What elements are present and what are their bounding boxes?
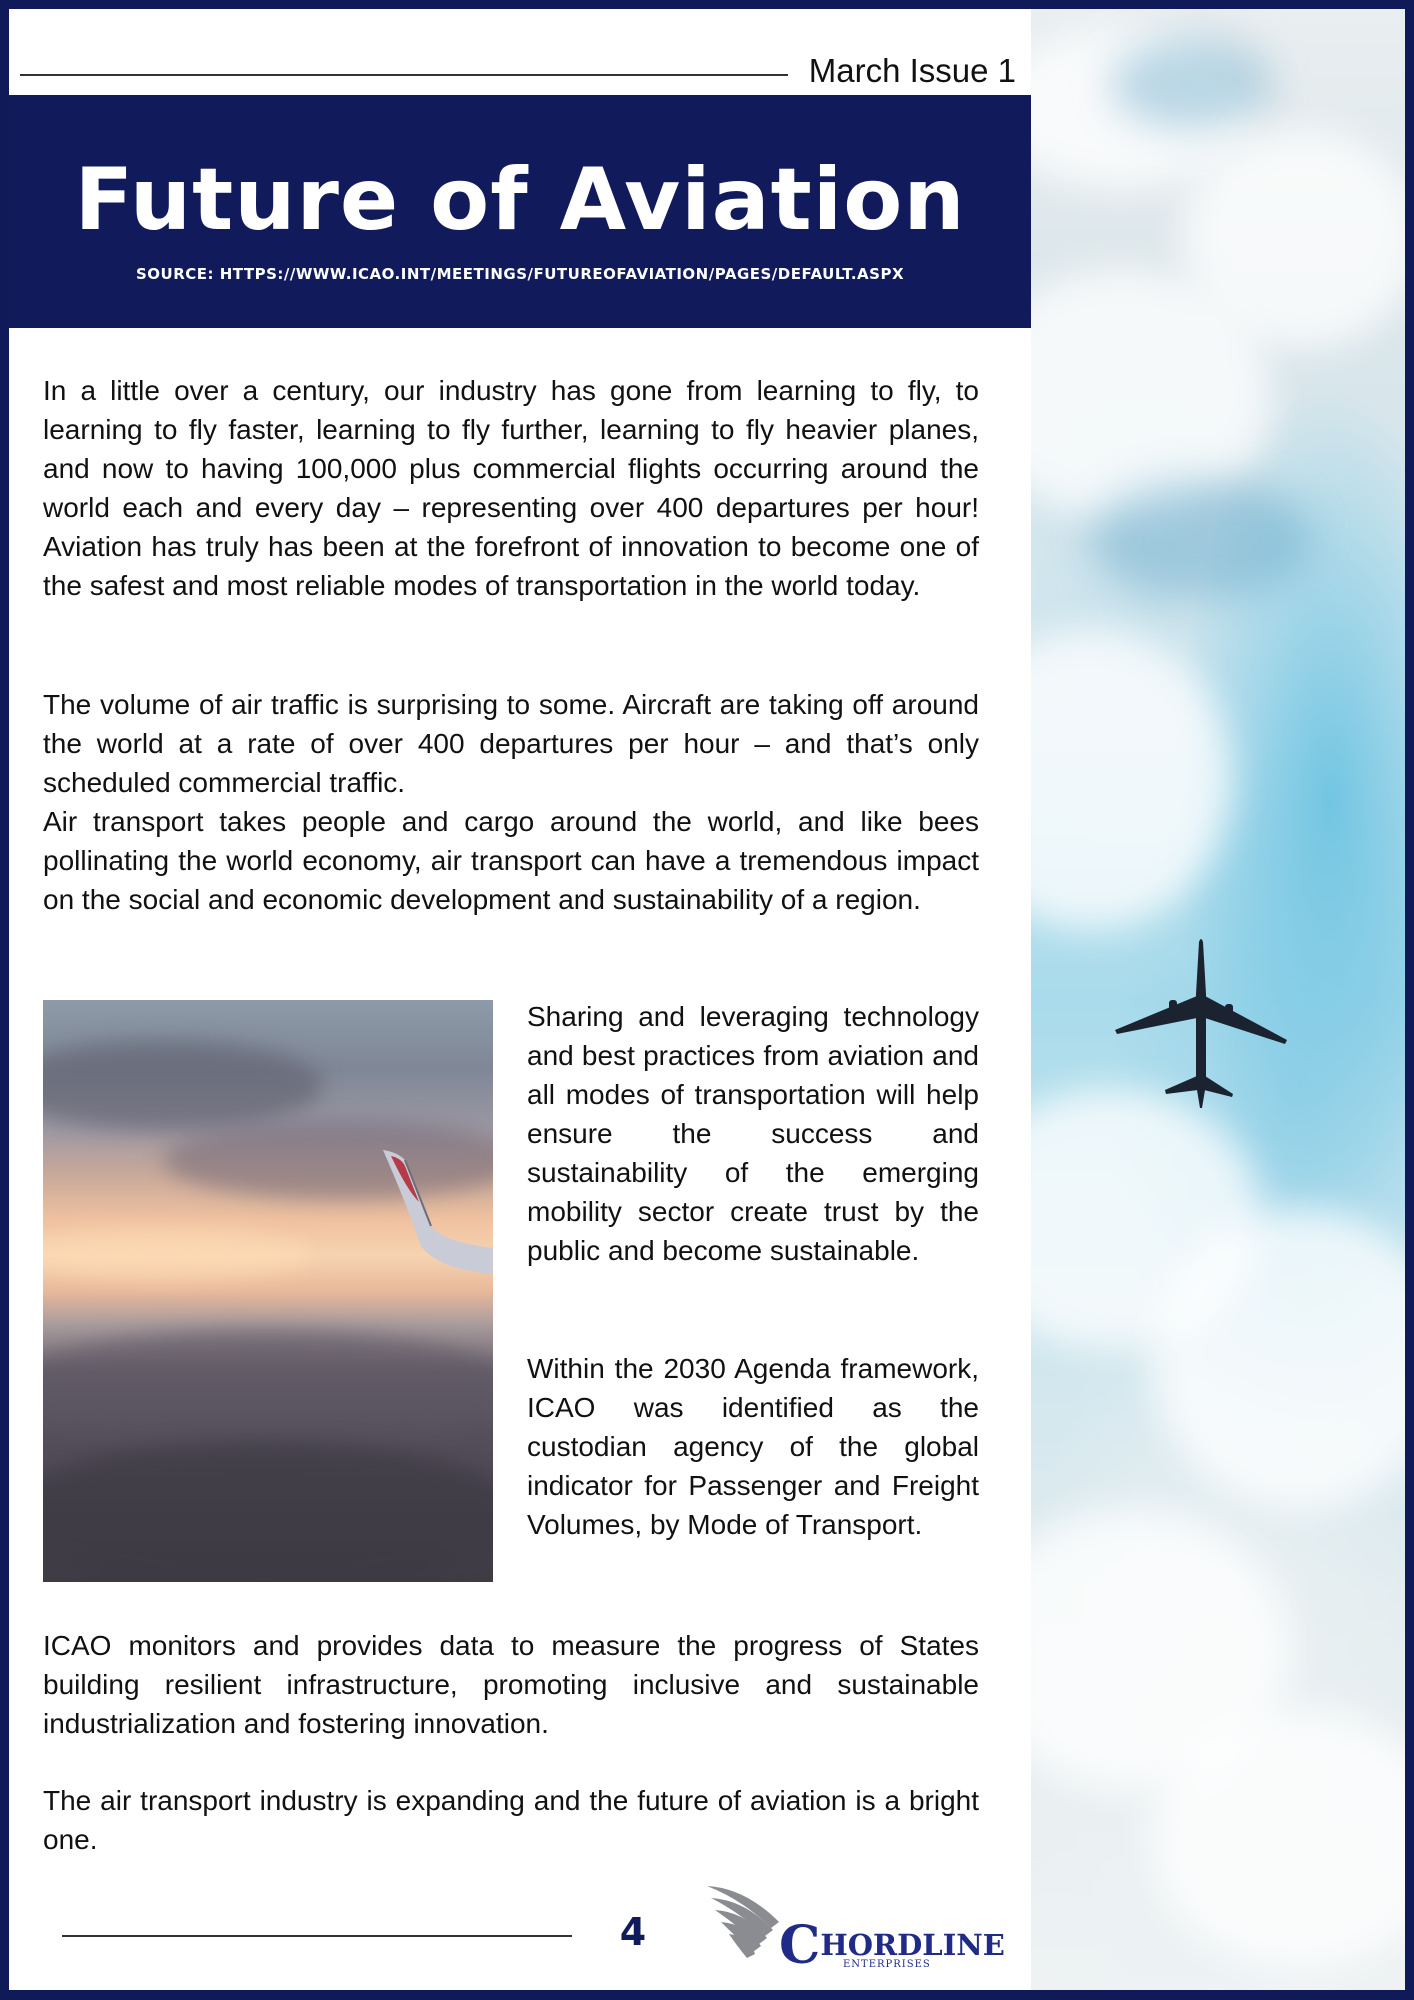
wing-tip-icon: [383, 1150, 493, 1280]
header-rule: [20, 74, 788, 76]
issue-label: March Issue 1: [808, 52, 1016, 89]
title-banner: [9, 95, 1031, 328]
airplane-icon: [1111, 934, 1291, 1114]
logo-subtitle: ENTERPRISES: [843, 1959, 931, 1970]
chordline-logo: [705, 1882, 1005, 1976]
footer-rule: [62, 1935, 572, 1937]
page-number: 4: [619, 1910, 647, 1954]
paragraph-air-transport: Air transport takes people and cargo around the world, and like bees pollinating the world economy, air transport can have a tremendous impact on the social and economic development and sustainability of a region.: [43, 806, 979, 915]
paragraph-intro: In a little over a century, our industry has gone from learning to fly, to learning to fly faster, learning to fly further, learning to fly heavier planes, and now to having 100,000 plus commercial flights occurring around the world each and every day – representing over 400 departures per hour! Aviation has truly has been at the forefront of innovation to become one of the safest and most reliable modes of transportation in the world today.: [43, 375, 979, 601]
frame-bottom: [0, 1990, 1414, 2000]
paragraph-agenda: Within the 2030 Agenda framework, ICAO was identified as the custodian agency of the global indicator for Passenger and Freight Volumes, by Mode of Transport.: [527, 1353, 979, 1540]
frame-left: [0, 0, 9, 2000]
frame-top: [0, 0, 1414, 9]
paragraph-sharing: Sharing and leveraging technology and best practices from aviation and all modes of transportation will help ensure the success and sustainability of the emerging mobility sector create trust by the public and become sustainable.: [527, 1001, 979, 1266]
page-title: Future of Aviation: [74, 150, 966, 250]
sunset-clouds-photo: [43, 1000, 493, 1582]
paragraph-traffic: The volume of air traffic is surprising to some. Aircraft are taking off around the world at a rate of over 400 departures per hour – and that’s only scheduled commercial traffic.: [43, 689, 979, 798]
paragraph-icao-monitors: ICAO monitors and provides data to measure the progress of States building resilient infrastructure, promoting inclusive and sustainable industrialization and fostering innovation.: [43, 1630, 979, 1739]
source-line: SOURCE: HTTPS://WWW.ICAO.INT/MEETINGS/FUTUREOFAVIATION/PAGES/DEFAULT.ASPX: [135, 265, 905, 283]
logo-wordmark: CHORDLINE: [779, 1915, 1005, 1976]
paragraph-conclusion: The air transport industry is expanding and the future of aviation is a bright one.: [43, 1785, 979, 1855]
sky-photo-panel: [1031, 9, 1405, 1990]
frame-right: [1405, 0, 1414, 2000]
